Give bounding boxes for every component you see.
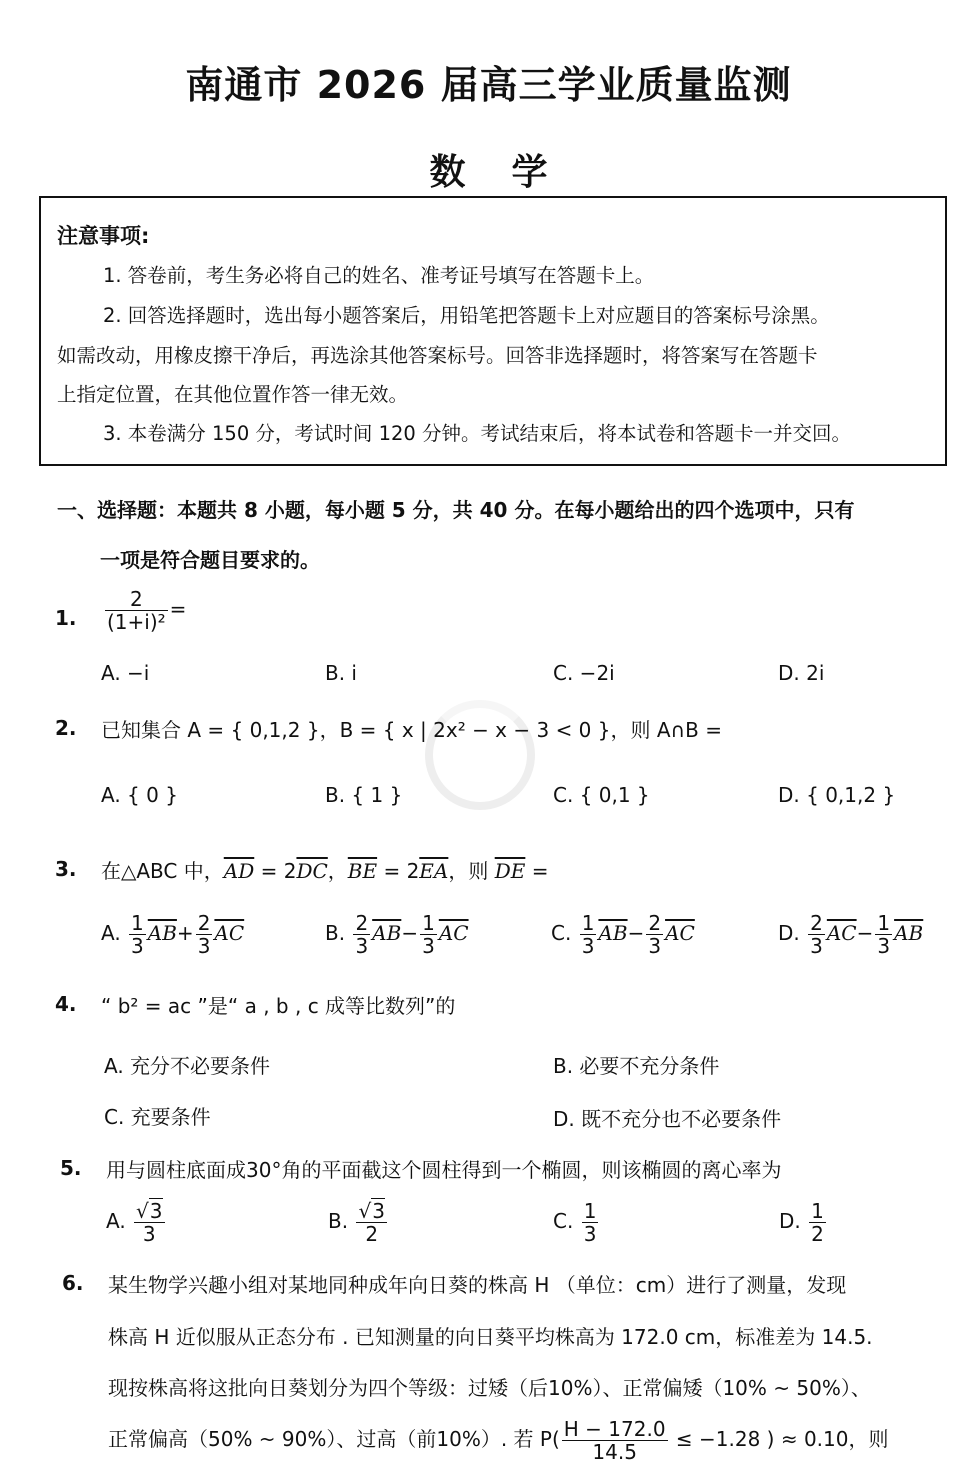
- q3-d-f1-den: 3: [810, 934, 823, 958]
- q6-frac-den: 14.5: [592, 1440, 637, 1464]
- q5-c-den: 3: [583, 1222, 597, 1246]
- q3-option-c: [551, 912, 695, 957]
- q2-option-d: D. { 0,1,2 }: [778, 783, 896, 807]
- exam-title: 南通市 2026 届高三学业质量监测: [185, 63, 792, 107]
- q5-d-num: 1: [811, 1199, 824, 1223]
- q3-d-f2-den: 3: [877, 934, 891, 958]
- section-1-heading: 一、选择题：本题共 8 小题，每小题 5 分，共 40 分。在每小题给出的四个选项中，只有: [57, 498, 855, 522]
- q3-b-label: B.: [325, 921, 346, 945]
- q6-line4-post: ≤ −1.28 ) ≈ 0.10，则: [669, 1427, 889, 1451]
- q3-c-op: −: [627, 921, 645, 945]
- q3-option-d: [778, 912, 923, 957]
- q3-sep: ，: [327, 859, 348, 883]
- notice-line-3: 3. 本卷满分 150 分，考试时间 120 分钟。考试结束后，将本试卷和答题卡一并交回。: [103, 422, 852, 445]
- section-1-heading-cont: 一项是符合题目要求的。: [100, 548, 320, 572]
- q5-a-den: 3: [142, 1222, 156, 1246]
- q1-fraction: [105, 588, 168, 633]
- q5-a-label: A.: [106, 1209, 126, 1233]
- q3-a-f2-den: 3: [197, 934, 211, 958]
- question-6-line-4: 正常偏高（50% ~ 90%）、过高（前10%）. 若 P( $\frac{H - 172.0}{14.5}$ ≤ −1.28 ) ≈ 0.10，则: [108, 1417, 889, 1464]
- q3-b-f2-den: 3: [422, 934, 435, 958]
- q4-option-b: B. 必要不充分条件: [553, 1054, 720, 1078]
- question-1-stem: [103, 588, 186, 633]
- question-5-stem: 用与圆柱底面成30°角的平面截这个圆柱得到一个椭圆，则该椭圆的离心率为: [106, 1158, 782, 1182]
- q5-option-a: [106, 1200, 167, 1245]
- q3-d-label: D.: [778, 921, 800, 945]
- q3-vec-be: $\overline{BE}$: [347, 859, 378, 883]
- q1-option-b: B. i: [325, 661, 357, 685]
- question-4-stem: “ b² = ac ”是“ a , b , c 成等比数列”的: [101, 994, 456, 1018]
- q3-d-vec1: $\overline{AC}$: [826, 921, 857, 945]
- q1-equals: =: [169, 597, 187, 621]
- question-6-line-2: 株高 H 近似服从正态分布 . 已知测量的向日葵平均株高为 172.0 cm，标准差为 14.5.: [108, 1325, 873, 1349]
- q3-pre: 在△ABC 中，: [101, 859, 224, 883]
- q5-c-num: 1: [583, 1199, 597, 1223]
- q3-c-vec2: $\overline{AC}$: [665, 921, 695, 945]
- q5-option-b: [328, 1200, 389, 1245]
- question-4-number: 4.: [55, 992, 77, 1016]
- q4-option-d: D. 既不充分也不必要条件: [553, 1107, 782, 1131]
- q3-d-op: −: [856, 921, 874, 945]
- q5-b-label: B.: [328, 1209, 349, 1233]
- q3-d-f1-num: 2: [810, 911, 823, 935]
- subject-title: 数学: [429, 152, 594, 193]
- q3-tail: =: [525, 859, 549, 883]
- q3-vec-ad: $\overline{AD}$: [223, 859, 255, 883]
- q3-c-f1-den: 3: [581, 934, 595, 958]
- q5-b-num: 3: [372, 1199, 385, 1223]
- question-3-stem: [101, 855, 548, 884]
- q3-b-vec1: $\overline{AB}$: [372, 921, 402, 945]
- q3-b-vec2: $\overline{AC}$: [438, 921, 469, 945]
- q5-a-num: 3: [149, 1199, 163, 1223]
- q5-option-c: [553, 1200, 600, 1245]
- notice-line-2b: 如需改动，用橡皮擦干净后，再选涂其他答案标号。回答非选择题时，将答案写在答题卡: [57, 344, 818, 367]
- question-6-number: 6.: [62, 1271, 84, 1295]
- q5-c-label: C.: [553, 1209, 574, 1233]
- notice-box: [39, 196, 947, 466]
- q3-a-vec1: $\overline{AB}$: [147, 921, 177, 945]
- q3-b-f1-num: 2: [355, 911, 369, 935]
- q1-option-a: A. −i: [101, 661, 150, 685]
- q3-c-f1-num: 1: [581, 911, 595, 935]
- q1-frac-num: 2: [105, 588, 168, 611]
- q6-line4-pre: 正常偏高（50% ~ 90%）、过高（前10%）. 若 P: [108, 1427, 552, 1451]
- q3-c-f2-num: 2: [648, 911, 662, 935]
- q4-option-c: C. 充要条件: [104, 1105, 211, 1129]
- question-2-stem: 已知集合 A = { 0,1,2 }，B = { x | 2x² − x − 3 < 0 }，则 A∩B =: [101, 718, 723, 742]
- q3-a-f1-num: 1: [131, 911, 144, 935]
- q5-d-label: D.: [779, 1209, 801, 1233]
- question-5-number: 5.: [60, 1156, 82, 1180]
- q3-b-f1-den: 3: [355, 934, 369, 958]
- notice-line-2a: 2. 回答选择题时，选出每小题答案后，用铅笔把答题卡上对应题目的答案标号涂黑。: [103, 304, 830, 327]
- q3-vec-ea: $\overline{EA}$: [419, 859, 449, 883]
- question-6-line-3: 现按株高将这批向日葵划分为四个等级：过矮（后10%）、正常偏矮（10% ~ 50%）、: [108, 1376, 871, 1400]
- q2-option-a: A. { 0 }: [101, 783, 178, 807]
- q5-a-sqrt: √: [136, 1199, 149, 1223]
- q5-d-den: 2: [811, 1222, 824, 1246]
- q3-option-b: [325, 912, 469, 957]
- q3-b-op: −: [401, 921, 419, 945]
- q3-eq2: = 2: [377, 859, 420, 883]
- q2-option-c: C. { 0,1 }: [553, 783, 650, 807]
- q3-option-a: [101, 912, 244, 957]
- question-3-number: 3.: [55, 857, 77, 881]
- q1-frac-den: (1+i)²: [107, 610, 166, 634]
- q3-then: ，则: [448, 859, 495, 883]
- q3-d-f2-num: 1: [877, 911, 891, 935]
- q3-d-vec2: $\overline{AB}$: [894, 921, 924, 945]
- q1-option-c: C. −2i: [553, 661, 615, 685]
- question-1-number: 1.: [55, 606, 77, 630]
- q3-a-label: A.: [101, 921, 121, 945]
- q5-b-den: 2: [365, 1222, 379, 1246]
- q3-a-f1-den: 3: [131, 934, 144, 958]
- q5-b-sqrt: √: [358, 1199, 372, 1223]
- q3-a-f2-num: 2: [197, 911, 211, 935]
- question-6-line-1: 某生物学兴趣小组对某地同种成年向日葵的株高 H （单位：cm）进行了测量，发现: [108, 1273, 847, 1297]
- q3-a-op: +: [176, 921, 194, 945]
- q3-vec-de: $\overline{DE}$: [494, 859, 526, 883]
- q3-vec-dc: $\overline{DC}$: [296, 859, 328, 883]
- q3-c-label: C.: [551, 921, 572, 945]
- notice-line-1: 1. 答卷前，考生务必将自己的姓名、准考证号填写在答题卡上。: [103, 264, 655, 287]
- q2-option-b: B. { 1 }: [325, 783, 403, 807]
- notice-line-2c: 上指定位置，在其他位置作答一律无效。: [57, 383, 409, 406]
- question-2-number: 2.: [55, 716, 77, 740]
- q6-frac-num: H − 172.0: [563, 1417, 666, 1441]
- q3-c-f2-den: 3: [648, 934, 662, 958]
- q3-eq1: = 2: [254, 859, 297, 883]
- notice-heading: 注意事项:: [57, 224, 150, 248]
- q3-c-vec1: $\overline{AB}$: [598, 921, 628, 945]
- q3-a-vec2: $\overline{AC}$: [214, 921, 245, 945]
- q4-option-a: A. 充分不必要条件: [104, 1054, 271, 1078]
- q3-b-f2-num: 1: [422, 911, 435, 935]
- q5-option-d: [779, 1200, 828, 1245]
- q1-option-d: D. 2i: [778, 661, 825, 685]
